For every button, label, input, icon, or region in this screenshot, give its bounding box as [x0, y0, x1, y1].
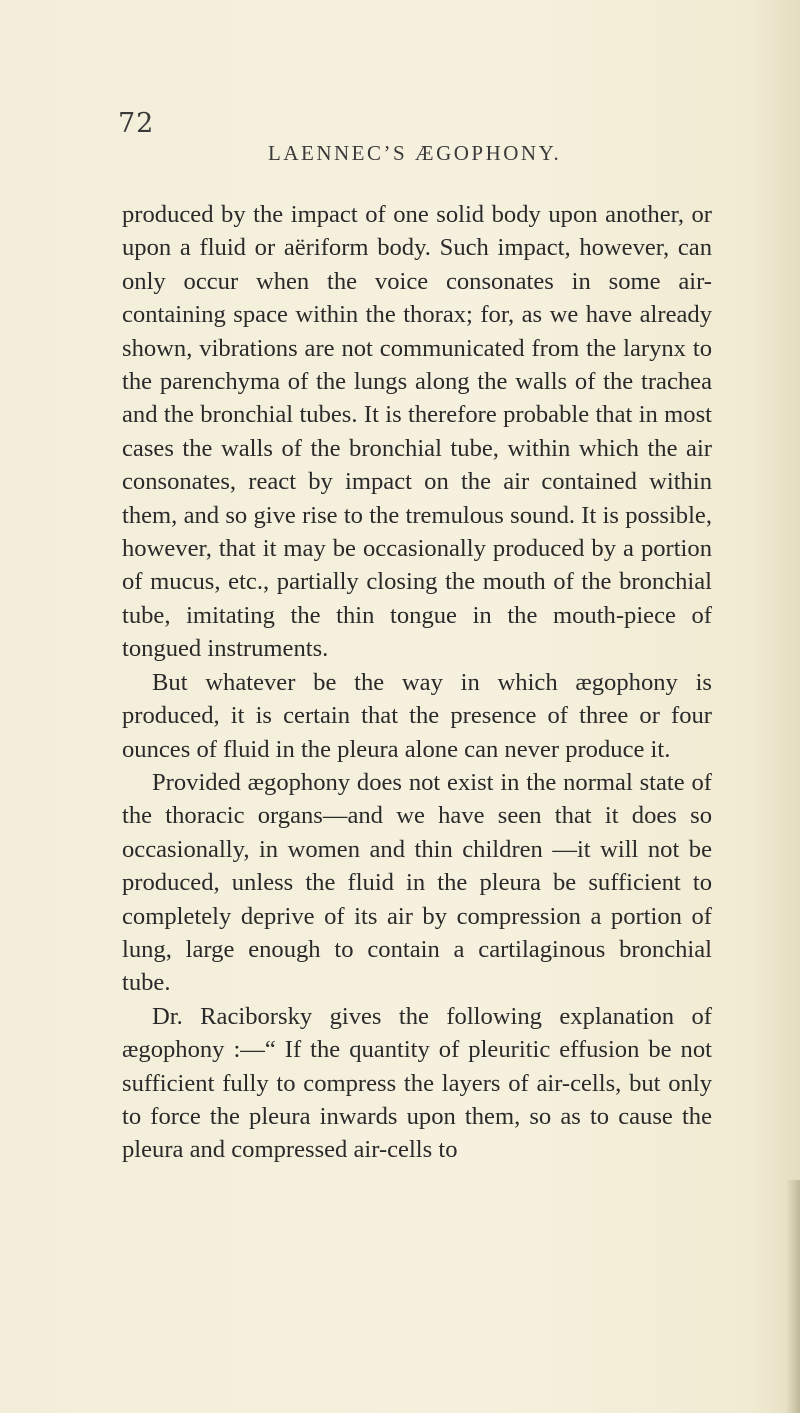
paragraph: Dr. Raciborsky gives the following explanation of ægophony :—“ If the quantity of pleuritic effusion be not sufficient fully to compress the layers of air-cells, but only to force the pleura inwards upon them, so as to cause the pleura and compressed air-cells to [122, 1002, 712, 1164]
running-head: LAENNEC’S ÆGOPHONY. [268, 141, 562, 165]
page-number: 72 [118, 108, 155, 139]
paragraph: But whatever be the way in which ægophony is produced, it is certain that the presence of three or four ounces of fluid in the pleura alone can never produce it. [122, 668, 712, 763]
paragraph: Provided ægophony does not exist in the normal state of the thoracic organs—and we have seen that it does so occasionally, in women and thin children —it will not be produced, unless the fluid in the pleura be sufficient to completely deprive of its air by compression a portion of lung, large enough to contain a cartilaginous bronchial tube. [122, 768, 712, 997]
page-edge-shadow [786, 1180, 800, 1413]
body-text [122, 198, 712, 1167]
paragraph-continued: produced by the impact of one solid body upon another, or upon a fluid or aëriform body. Such impact, however, can only occur when the voice consonates in some air-containing space within the thorax; for, as we have already shown, vibrations are not communicated from the larynx to the parenchyma of the lungs along the walls of the trachea and the bronchial tubes. It is therefore probable that in most cases the walls of the bronchial tube, within which the air consonates, react by impact on the air contained within them, and so give rise to the tremulous sound. It is possible, however, that it may be occasionally produced by a portion of mucus, etc., partially closing the mouth of the bronchial tube, imitating the thin tongue in the mouth-piece of tongued instruments. [122, 201, 712, 663]
